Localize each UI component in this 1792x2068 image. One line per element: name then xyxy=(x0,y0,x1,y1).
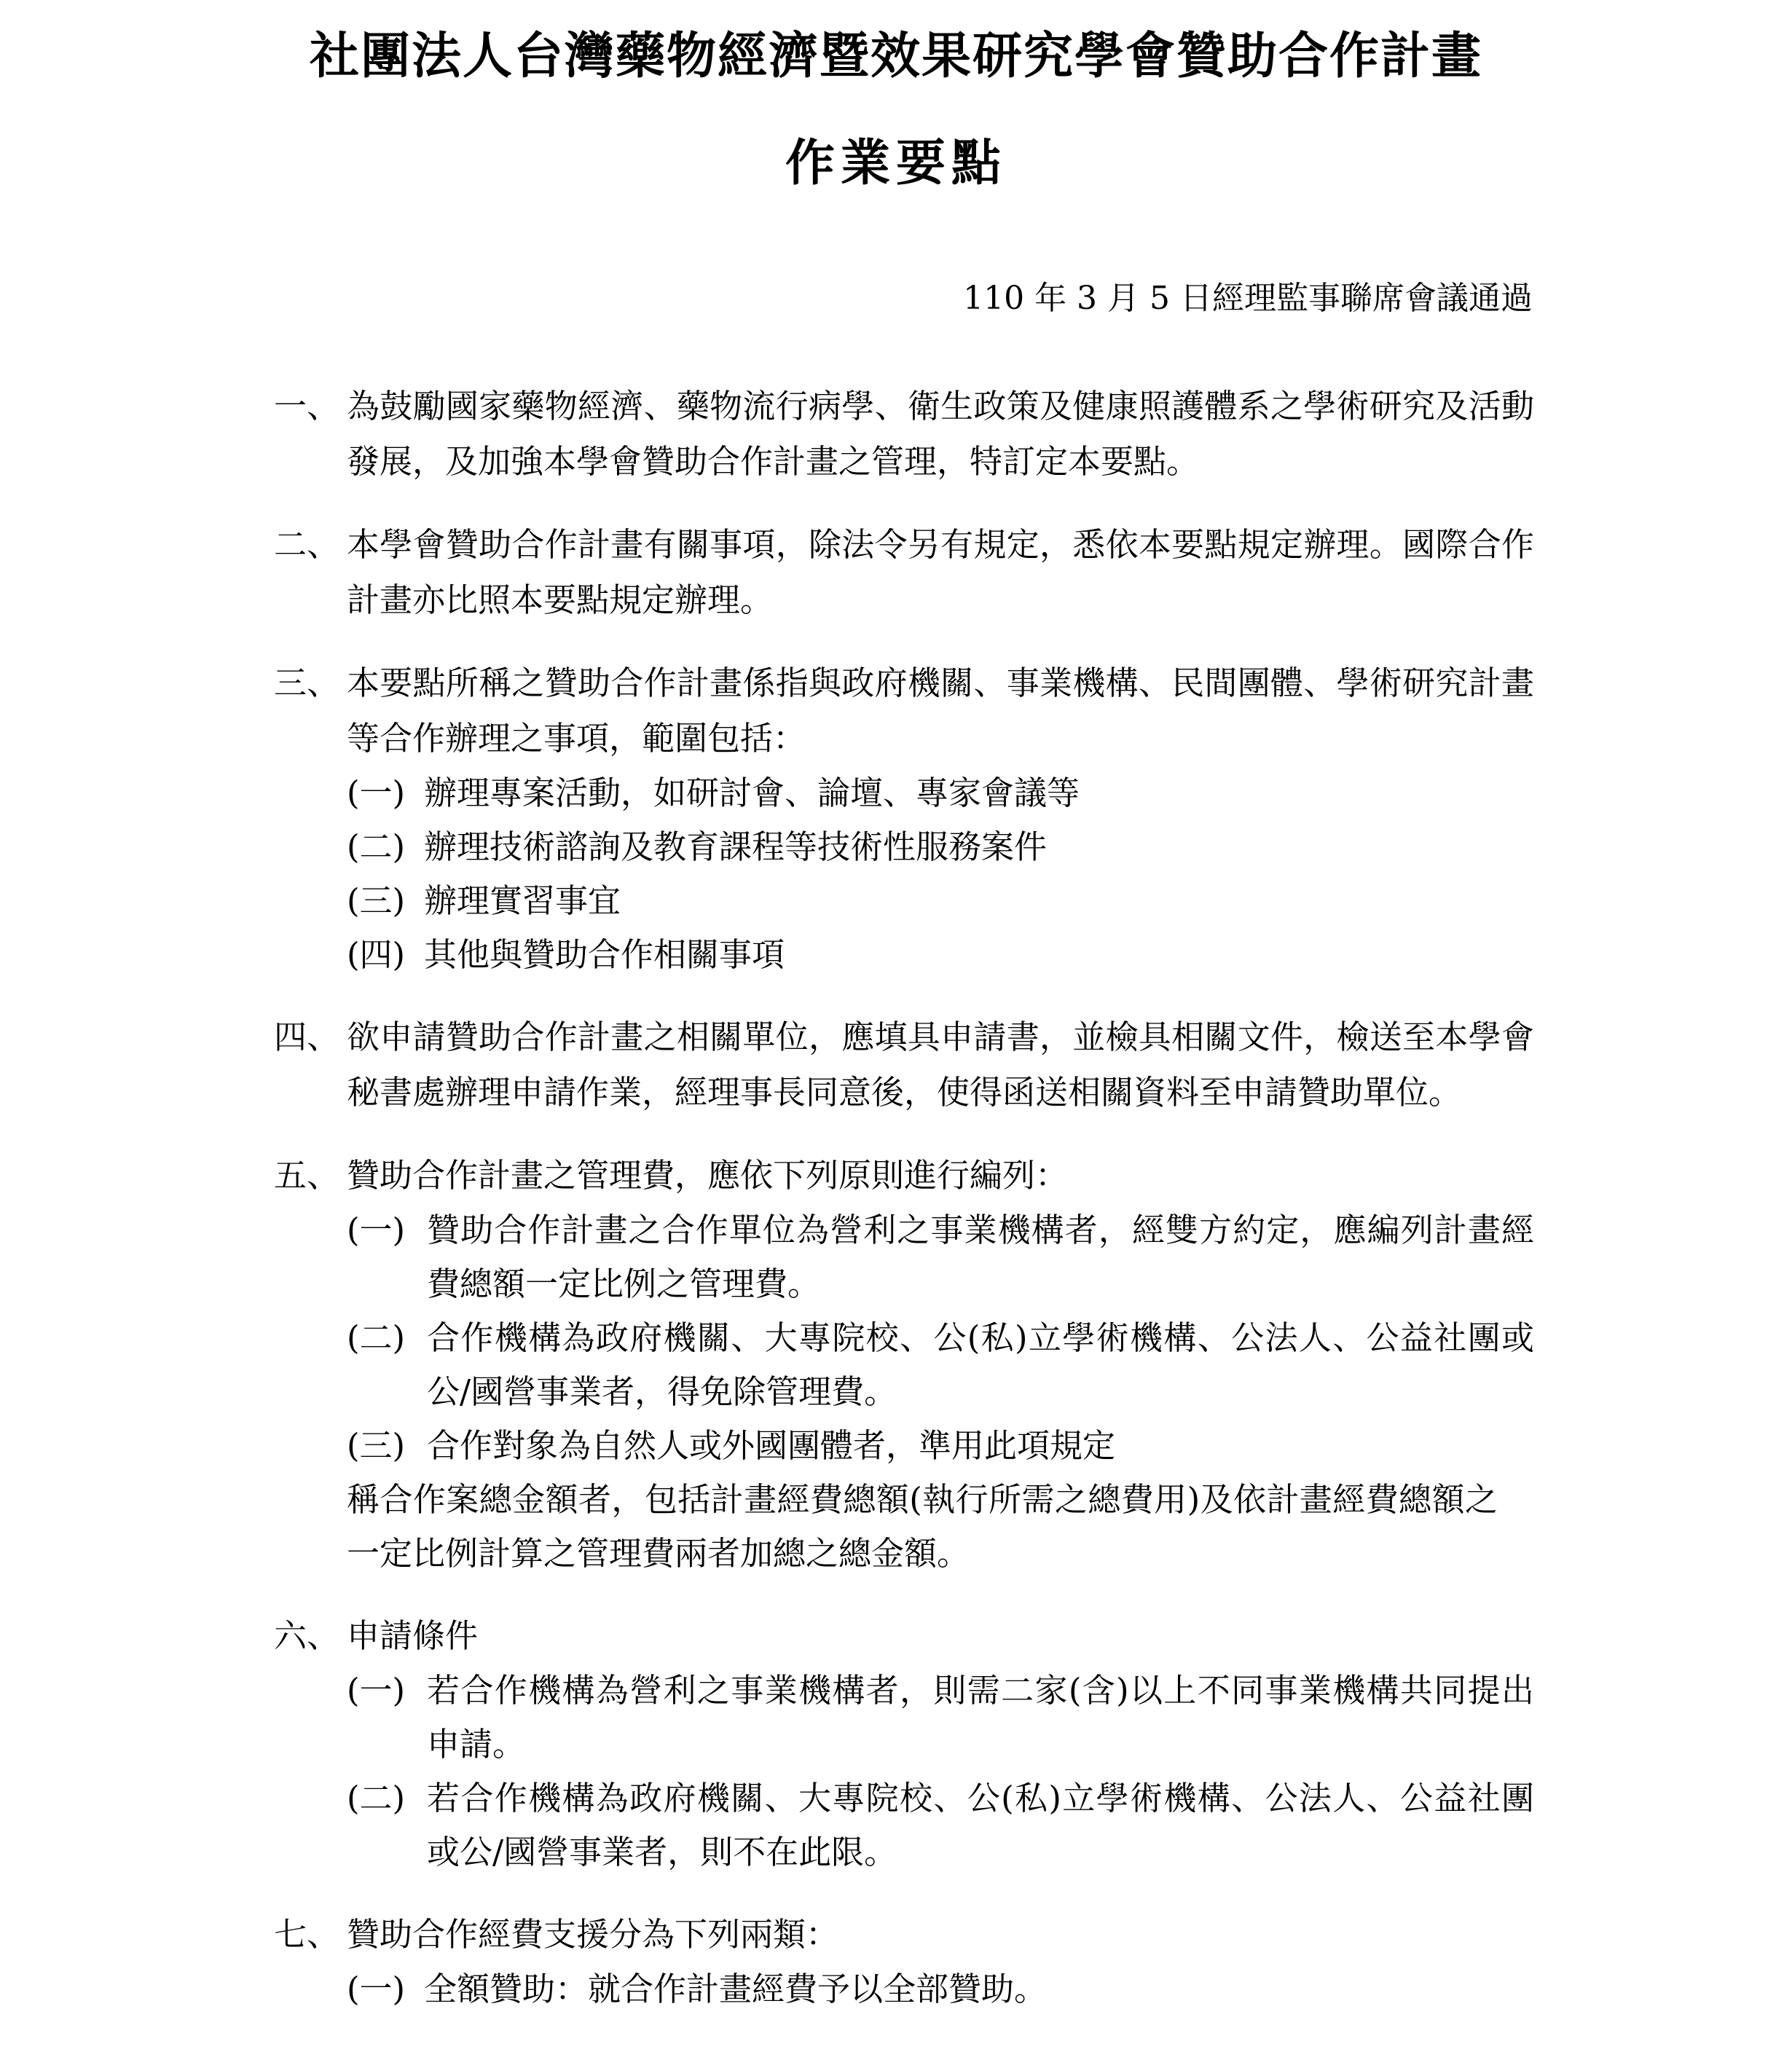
section-text: 申請條件 xyxy=(347,1616,479,1655)
item-text: 全額贊助：就合作計畫經費予以全部贊助。 xyxy=(424,1970,1048,2008)
section-3 xyxy=(274,656,1534,982)
section-7 xyxy=(274,1907,1534,2016)
document-body xyxy=(274,379,1534,2044)
section-7-items xyxy=(347,1962,1534,2016)
item-number: (一) xyxy=(347,1211,406,1249)
item-text: 贊助合作計畫之合作單位為營利之事業機構者，經雙方約定，應編列計畫經費總額一定比例之管理費。 xyxy=(427,1211,1534,1303)
section-text: 欲申請贊助合作計畫之相關單位，應填具申請書，並檢具相關文件，檢送至本學會秘書處辦理申請作業，經理事長同意後，使得函送相關資料至申請贊助單位。 xyxy=(347,1018,1534,1112)
section-1 xyxy=(274,379,1534,490)
item-number: (一) xyxy=(347,1671,406,1710)
item-number: (二) xyxy=(347,1779,406,1817)
section-text: 贊助合作計畫之管理費，應依下列原則進行編列： xyxy=(347,1156,1069,1195)
item-text: 辦理技術諮詢及教育課程等技術性服務案件 xyxy=(424,827,1048,866)
section-number: 六、 xyxy=(274,1616,340,1655)
section-number: 三、 xyxy=(274,664,340,702)
section-5 xyxy=(274,1148,1534,1581)
item-text: 辦理專案活動，如研討會、論壇、專家會議等 xyxy=(424,774,1080,812)
list-item xyxy=(347,820,1534,874)
list-item xyxy=(347,874,1534,928)
item-number: (二) xyxy=(347,1318,406,1357)
item-number: (一) xyxy=(347,1970,406,2008)
section-number: 一、 xyxy=(274,387,340,425)
section-text: 贊助合作經費支援分為下列兩類： xyxy=(347,1915,839,1954)
section-6-items xyxy=(347,1664,1534,1879)
item-text: 若合作機構為政府機關、大專院校、公(私)立學術機構、公法人、公益社團或公/國營事業者，則不在此限。 xyxy=(427,1779,1534,1871)
section-2 xyxy=(274,517,1534,628)
section-6 xyxy=(274,1608,1534,1879)
item-text: 合作機構為政府機關、大專院校、公(私)立學術機構、公法人、公益社團或公/國營事業者，得免除管理費。 xyxy=(427,1318,1534,1411)
list-item xyxy=(347,766,1534,820)
document-subtitle: 作業要點 xyxy=(785,135,1007,192)
item-number: (二) xyxy=(347,827,406,866)
list-item xyxy=(347,1419,1534,1473)
item-text: 其他與贊助合作相關事項 xyxy=(424,935,785,974)
item-text: 合作對象為自然人或外國團體者，準用此項規定 xyxy=(427,1426,1116,1465)
item-number: (四) xyxy=(347,935,406,974)
section-3-items xyxy=(347,766,1534,982)
section-number: 七、 xyxy=(274,1915,340,1954)
approval-date: 110 年 3 月 5 日經理監事聯席會議通過 xyxy=(963,280,1533,317)
item-number: (三) xyxy=(347,881,406,920)
section-number: 五、 xyxy=(274,1156,340,1195)
section-5-items xyxy=(347,1203,1534,1473)
list-item xyxy=(347,1962,1534,2016)
section-text: 本學會贊助合作計畫有關事項，除法令另有規定，悉依本要點規定辦理。國際合作計畫亦比照本要點規定辦理。 xyxy=(347,525,1534,619)
list-item xyxy=(347,1311,1534,1419)
document-title: 社團法人台灣藥物經濟暨效果研究學會贊助合作計畫 xyxy=(309,28,1482,85)
list-item xyxy=(347,1203,1534,1311)
section-5-note: 稱合作案總金額者，包括計畫經費總額(執行所需之總費用)及依計畫經費總額之一定比例計算之管理費兩者加總之總金額。 xyxy=(347,1480,1498,1573)
section-text: 為鼓勵國家藥物經濟、藥物流行病學、衛生政策及健康照護體系之學術研究及活動發展，及加強本學會贊助合作計畫之管理，特訂定本要點。 xyxy=(347,387,1534,481)
item-text: 若合作機構為營利之事業機構者，則需二家(含)以上不同事業機構共同提出申請。 xyxy=(427,1671,1534,1764)
section-4 xyxy=(274,1010,1534,1120)
item-number: (一) xyxy=(347,774,406,812)
section-number: 二、 xyxy=(274,525,340,564)
list-item xyxy=(347,928,1534,982)
section-text: 本要點所稱之贊助合作計畫係指與政府機關、事業機構、民間團體、學術研究計畫等合作辦理之事項，範圍包括： xyxy=(347,664,1534,758)
section-number: 四、 xyxy=(274,1018,340,1056)
item-number: (三) xyxy=(347,1426,406,1465)
item-text: 辦理實習事宜 xyxy=(424,881,621,920)
list-item xyxy=(347,1664,1534,1772)
list-item xyxy=(347,1772,1534,1879)
